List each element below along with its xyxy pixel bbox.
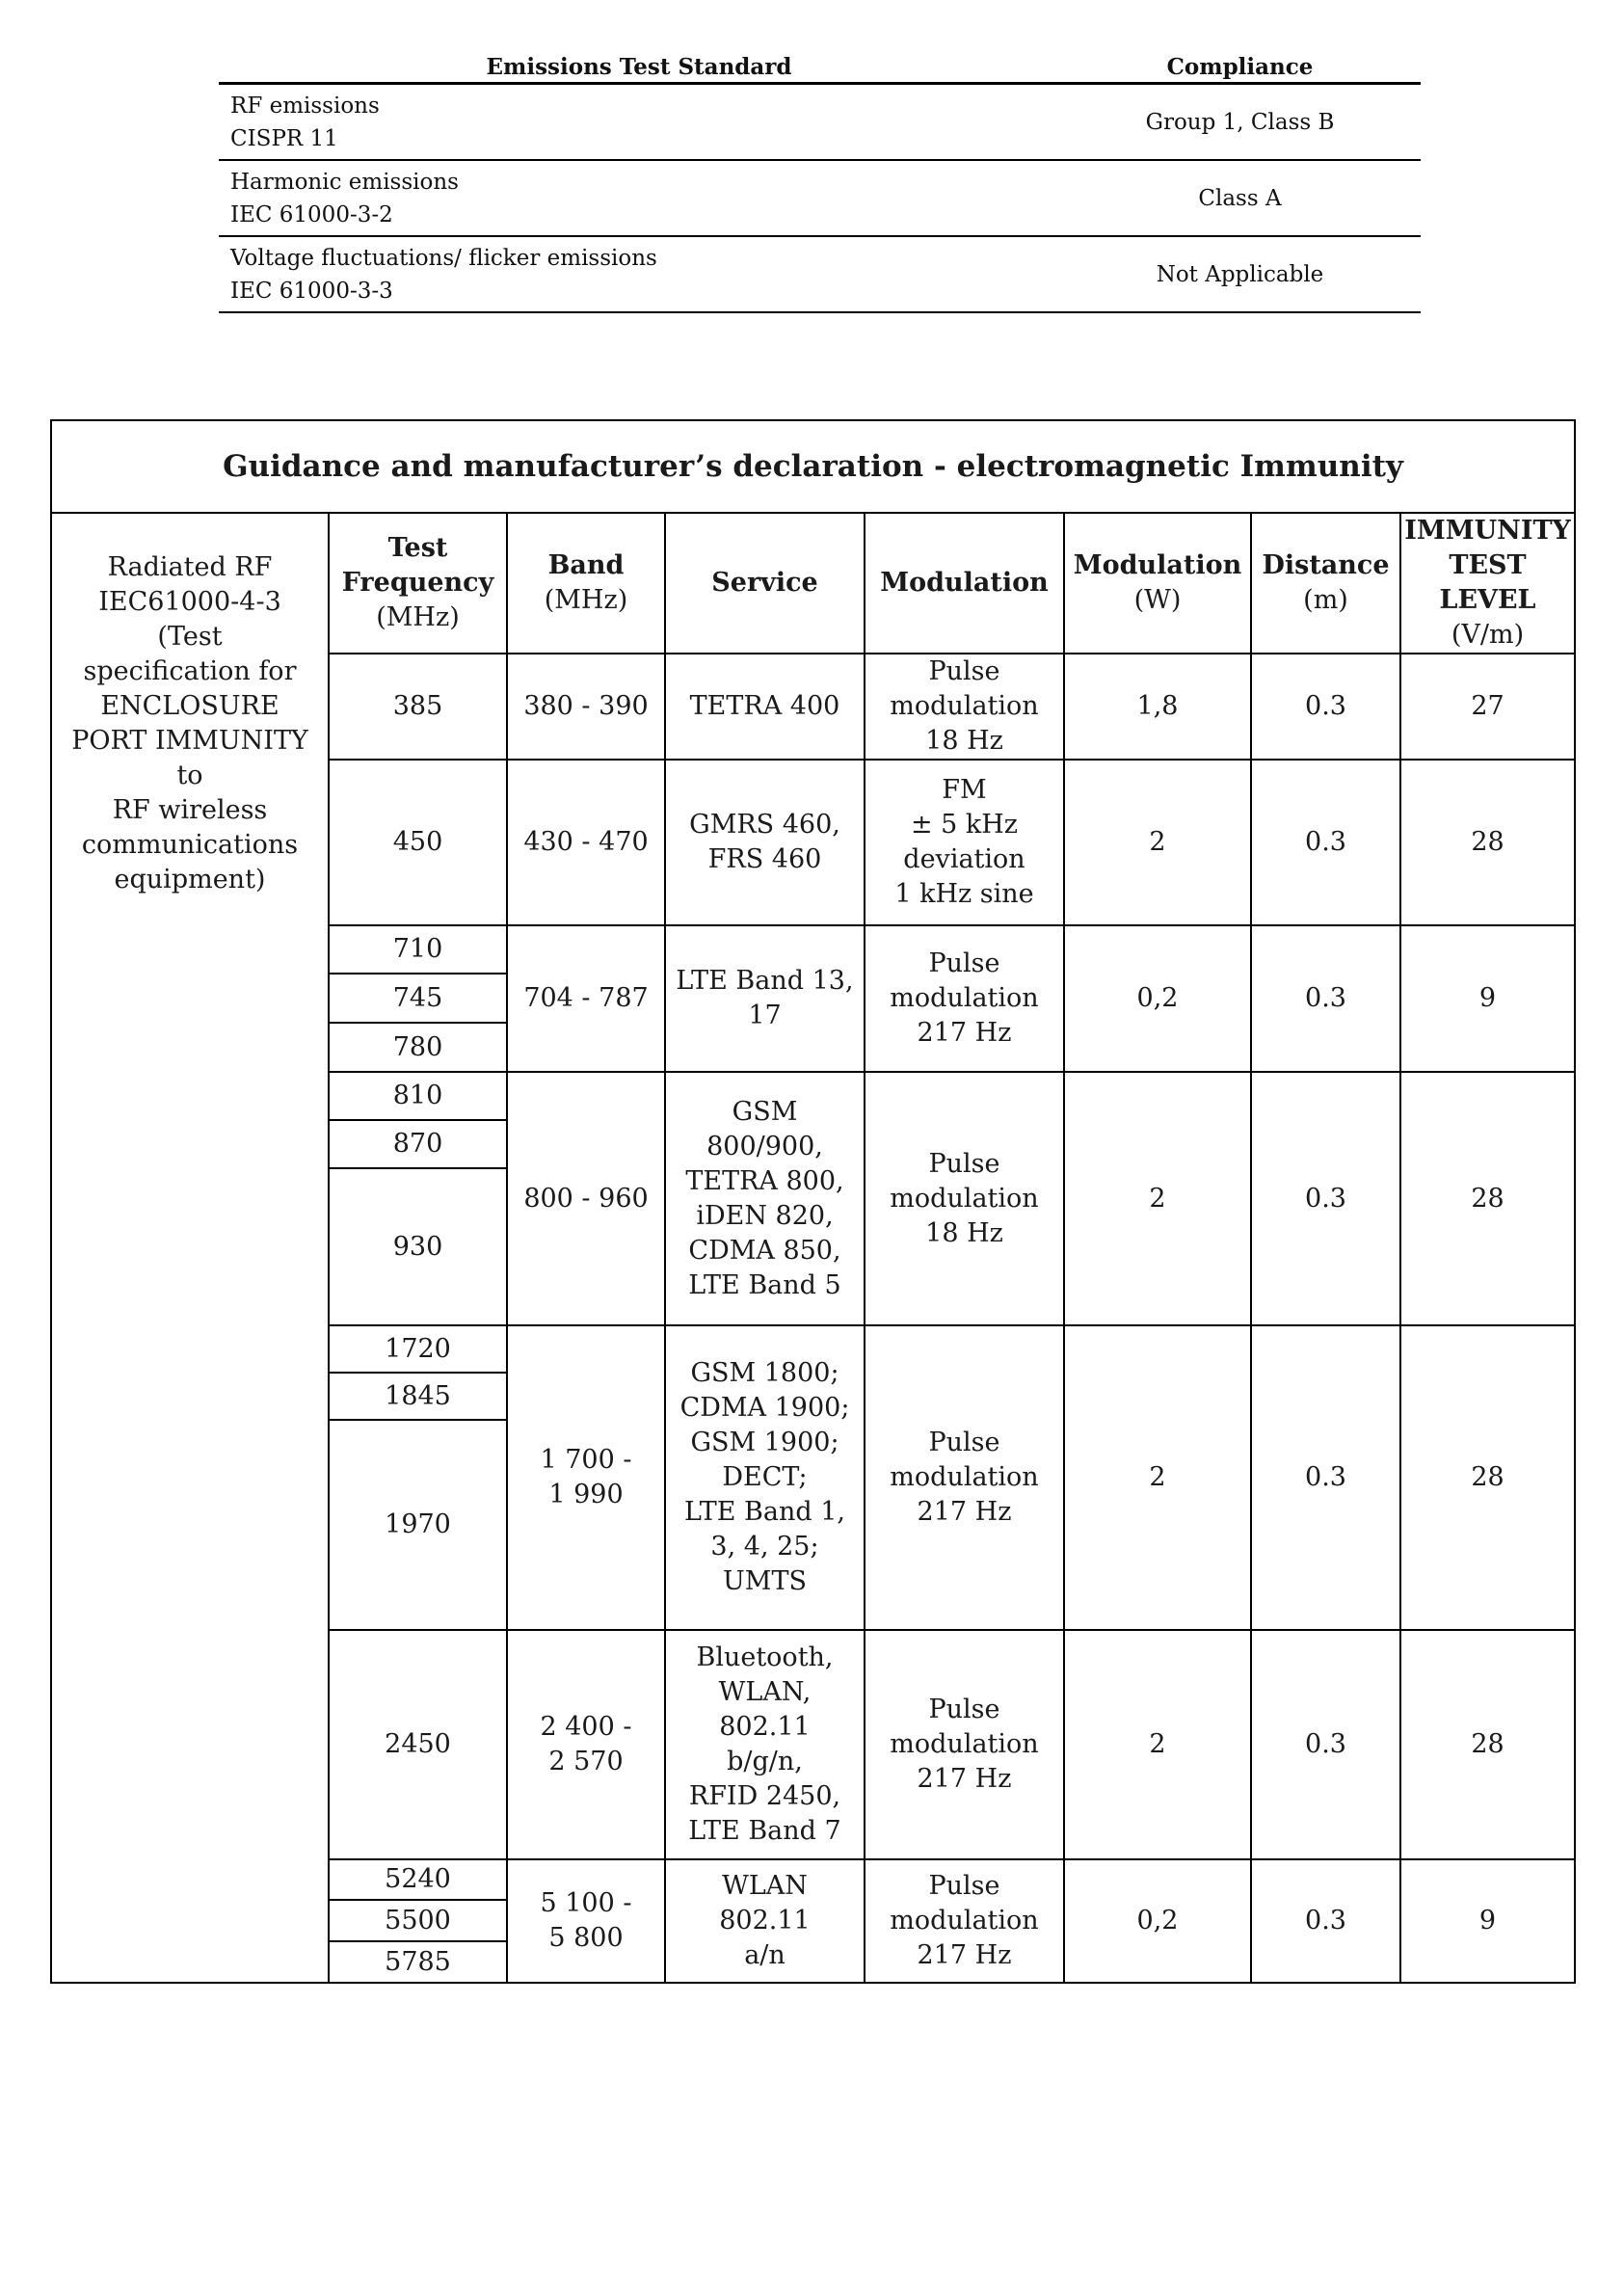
immunity-level-cell: 27 bbox=[1400, 654, 1575, 760]
modulation-line: ± 5 kHz bbox=[910, 810, 1019, 840]
emissions-compliance-cell: Not Applicable bbox=[1059, 236, 1421, 312]
modulation-line: Pulse bbox=[928, 656, 1000, 686]
service-line: WLAN bbox=[722, 1871, 808, 1901]
header-band bbox=[507, 513, 665, 654]
test-frequency-cell: 5500 bbox=[329, 1900, 507, 1941]
test-frequency-cell: 5240 bbox=[329, 1859, 507, 1900]
band-line: 430 - 470 bbox=[523, 827, 649, 857]
service-line: TETRA 800, bbox=[685, 1165, 844, 1196]
modulation-line: 217 Hz bbox=[917, 1018, 1012, 1048]
band-line: 2 570 bbox=[548, 1747, 624, 1776]
section-label-line: specification for bbox=[83, 656, 297, 686]
emissions-header-row bbox=[219, 48, 1421, 84]
immunity-table-container bbox=[50, 419, 1574, 1984]
section-label-line: communications bbox=[81, 830, 299, 860]
modulation-cell bbox=[865, 654, 1064, 760]
service-line: 17 bbox=[748, 1001, 782, 1030]
service-line: CDMA 1900; bbox=[679, 1393, 850, 1423]
test-frequency-cell: 810 bbox=[329, 1072, 507, 1120]
band-line: 1 990 bbox=[548, 1480, 624, 1509]
distance-cell: 0.3 bbox=[1251, 1325, 1400, 1630]
emissions-row bbox=[219, 160, 1421, 236]
modulation-cell bbox=[865, 760, 1064, 925]
modulation-line: 18 Hz bbox=[925, 1217, 1003, 1248]
service-line: GSM 1900; bbox=[690, 1428, 839, 1457]
service-line: WLAN, bbox=[718, 1677, 812, 1707]
test-frequency-cell: 1970 bbox=[329, 1420, 507, 1630]
band-cell bbox=[507, 1325, 665, 1630]
section-label-line: Radiated RF bbox=[107, 552, 273, 582]
service-line: Bluetooth, bbox=[696, 1642, 834, 1672]
service-line: TETRA 400 bbox=[689, 691, 840, 721]
service-line: GSM 1800; bbox=[690, 1358, 839, 1388]
emissions-standard-cell bbox=[219, 84, 1059, 161]
section-label-line: PORT IMMUNITY bbox=[71, 726, 308, 756]
band-line: 704 - 787 bbox=[523, 983, 649, 1013]
test-frequency-cell: 930 bbox=[329, 1168, 507, 1325]
emissions-row bbox=[219, 236, 1421, 312]
modulation-cell bbox=[865, 1630, 1064, 1859]
modulation-power-cell: 2 bbox=[1064, 1325, 1251, 1630]
band-cell bbox=[507, 925, 665, 1072]
emissions-test-standard: CISPR 11 bbox=[230, 125, 338, 151]
modulation-line: modulation bbox=[890, 983, 1039, 1013]
immunity-level-cell: 28 bbox=[1400, 1630, 1575, 1859]
emissions-test-name: RF emissions bbox=[230, 93, 380, 119]
header-unit: (V/m) bbox=[1451, 620, 1525, 650]
service-line: FRS 460 bbox=[707, 844, 822, 874]
modulation-line: modulation bbox=[890, 1906, 1039, 1936]
test-frequency-cell: 1720 bbox=[329, 1325, 507, 1373]
service-line: UMTS bbox=[723, 1566, 807, 1596]
band-line: 5 800 bbox=[548, 1923, 624, 1953]
service-line: LTE Band 13, bbox=[676, 966, 854, 996]
band-line: 800 - 960 bbox=[523, 1183, 649, 1214]
service-cell bbox=[665, 1859, 865, 1983]
test-frequency-cell: 780 bbox=[329, 1023, 507, 1072]
modulation-line: 217 Hz bbox=[917, 1940, 1012, 1970]
test-frequency-cell: 870 bbox=[329, 1120, 507, 1168]
modulation-power-cell: 2 bbox=[1064, 1630, 1251, 1859]
distance-cell: 0.3 bbox=[1251, 1859, 1400, 1983]
section-label-line: RF wireless bbox=[112, 795, 268, 825]
immunity-table bbox=[50, 419, 1576, 1984]
band-cell bbox=[507, 1859, 665, 1983]
distance-cell: 0.3 bbox=[1251, 1630, 1400, 1859]
service-cell bbox=[665, 1325, 865, 1630]
band-cell bbox=[507, 1072, 665, 1325]
modulation-cell bbox=[865, 925, 1064, 1072]
immunity-level-cell: 9 bbox=[1400, 1859, 1575, 1983]
modulation-cell bbox=[865, 1072, 1064, 1325]
modulation-line: 217 Hz bbox=[917, 1764, 1012, 1794]
test-frequency-cell: 745 bbox=[329, 974, 507, 1023]
modulation-line: modulation bbox=[890, 1462, 1039, 1492]
service-line: GMRS 460, bbox=[689, 810, 840, 840]
header-label-line: Band bbox=[547, 550, 625, 580]
service-line: 802.11 bbox=[719, 1906, 811, 1936]
band-line: 5 100 - bbox=[540, 1888, 632, 1918]
header-unit: (MHz) bbox=[376, 602, 460, 632]
distance-cell: 0.3 bbox=[1251, 1072, 1400, 1325]
service-line: LTE Band 1, bbox=[684, 1497, 845, 1527]
service-cell bbox=[665, 925, 865, 1072]
section-label-line: to bbox=[176, 761, 203, 790]
band-cell bbox=[507, 1630, 665, 1859]
test-frequency-cell: 450 bbox=[329, 760, 507, 925]
emissions-standard-cell bbox=[219, 160, 1059, 236]
band-cell bbox=[507, 760, 665, 925]
service-line: 802.11 bbox=[719, 1712, 811, 1742]
service-line: a/n bbox=[744, 1940, 785, 1970]
service-line: 800/900, bbox=[706, 1131, 823, 1161]
modulation-line: Pulse bbox=[928, 1148, 1000, 1179]
distance-cell: 0.3 bbox=[1251, 760, 1400, 925]
test-frequency-cell: 385 bbox=[329, 654, 507, 760]
service-line: CDMA 850, bbox=[688, 1235, 841, 1266]
modulation-line: modulation bbox=[890, 1183, 1039, 1214]
emissions-table-container bbox=[219, 48, 1421, 313]
emissions-header-compliance: Compliance bbox=[1059, 48, 1421, 84]
emissions-header-standard: Emissions Test Standard bbox=[219, 48, 1059, 84]
service-line: 3, 4, 25; bbox=[710, 1532, 819, 1562]
modulation-line: modulation bbox=[890, 1729, 1039, 1759]
modulation-power-cell: 2 bbox=[1064, 1072, 1251, 1325]
modulation-line: Pulse bbox=[928, 1695, 1000, 1724]
modulation-line: 18 Hz bbox=[925, 726, 1003, 756]
modulation-line: FM bbox=[942, 775, 987, 805]
header-label-line: Distance bbox=[1262, 550, 1390, 580]
section-label-line: (Test bbox=[157, 622, 223, 652]
header-level bbox=[1400, 513, 1575, 654]
service-cell bbox=[665, 654, 865, 760]
test-frequency-cell: 1845 bbox=[329, 1373, 507, 1420]
service-cell bbox=[665, 1630, 865, 1859]
header-unit: (m) bbox=[1303, 585, 1348, 615]
immunity-header-row bbox=[51, 513, 1575, 654]
service-line: DECT; bbox=[722, 1462, 808, 1492]
band-cell bbox=[507, 654, 665, 760]
emissions-test-standard: IEC 61000-3-2 bbox=[230, 201, 393, 227]
band-line: 380 - 390 bbox=[523, 691, 649, 721]
header-label-line: Frequency bbox=[341, 568, 494, 598]
header-unit: (MHz) bbox=[544, 585, 628, 615]
service-line: iDEN 820, bbox=[696, 1200, 834, 1231]
band-line: 2 400 - bbox=[540, 1712, 632, 1742]
immunity-title-row bbox=[51, 420, 1575, 513]
emissions-test-name: Voltage fluctuations/ flicker emissions bbox=[230, 245, 657, 271]
emissions-test-standard: IEC 61000-3-3 bbox=[230, 278, 393, 304]
header-label-line: Modulation bbox=[880, 568, 1049, 598]
header-distance bbox=[1251, 513, 1400, 654]
modulation-line: 217 Hz bbox=[917, 1497, 1012, 1527]
service-line: b/g/n, bbox=[727, 1747, 803, 1776]
header-label-line: TEST bbox=[1449, 550, 1527, 580]
immunity-level-cell: 9 bbox=[1400, 925, 1575, 1072]
immunity-section-label bbox=[51, 513, 329, 1983]
modulation-power-cell: 2 bbox=[1064, 760, 1251, 925]
modulation-line: Pulse bbox=[928, 1871, 1000, 1901]
service-cell bbox=[665, 760, 865, 925]
modulation-line: deviation bbox=[903, 844, 1025, 874]
section-label-line: equipment) bbox=[114, 865, 266, 894]
header-modulation-w bbox=[1064, 513, 1251, 654]
modulation-power-cell: 0,2 bbox=[1064, 925, 1251, 1072]
test-frequency-cell: 5785 bbox=[329, 1941, 507, 1983]
header-label-line: Service bbox=[711, 568, 818, 598]
distance-cell: 0.3 bbox=[1251, 925, 1400, 1072]
header-label-line: IMMUNITY bbox=[1404, 516, 1571, 546]
emissions-standard-cell bbox=[219, 236, 1059, 312]
test-frequency-cell: 710 bbox=[329, 925, 507, 974]
service-line: RFID 2450, bbox=[688, 1781, 841, 1811]
service-line: GSM bbox=[732, 1096, 798, 1127]
immunity-level-cell: 28 bbox=[1400, 760, 1575, 925]
emissions-test-name: Harmonic emissions bbox=[230, 169, 459, 195]
modulation-cell bbox=[865, 1325, 1064, 1630]
header-label-line: LEVEL bbox=[1439, 585, 1536, 615]
section-label-line: ENCLOSURE bbox=[100, 691, 280, 721]
band-line: 1 700 - bbox=[540, 1445, 632, 1475]
section-label-line: IEC61000-4-3 bbox=[98, 587, 281, 617]
header-unit: (W) bbox=[1133, 585, 1182, 615]
emissions-compliance-cell: Group 1, Class B bbox=[1059, 84, 1421, 161]
header-service bbox=[665, 513, 865, 654]
header-label-line: Test bbox=[387, 533, 448, 563]
header-label-line: Modulation bbox=[1073, 550, 1242, 580]
immunity-title: Guidance and manufacturer’s declaration - electromagnetic Immunity bbox=[51, 420, 1575, 513]
modulation-power-cell: 0,2 bbox=[1064, 1859, 1251, 1983]
immunity-level-cell: 28 bbox=[1400, 1325, 1575, 1630]
service-line: LTE Band 5 bbox=[688, 1269, 841, 1300]
test-frequency-cell: 2450 bbox=[329, 1630, 507, 1859]
modulation-line: 1 kHz sine bbox=[894, 879, 1034, 909]
service-line: LTE Band 7 bbox=[688, 1816, 841, 1846]
modulation-power-cell: 1,8 bbox=[1064, 654, 1251, 760]
service-cell bbox=[665, 1072, 865, 1325]
modulation-line: Pulse bbox=[928, 1428, 1000, 1457]
modulation-line: Pulse bbox=[928, 948, 1000, 978]
emissions-row bbox=[219, 84, 1421, 161]
emissions-table bbox=[219, 48, 1421, 313]
immunity-level-cell: 28 bbox=[1400, 1072, 1575, 1325]
header-test-frequency bbox=[329, 513, 507, 654]
header-modulation bbox=[865, 513, 1064, 654]
emissions-compliance-cell: Class A bbox=[1059, 160, 1421, 236]
modulation-cell bbox=[865, 1859, 1064, 1983]
distance-cell: 0.3 bbox=[1251, 654, 1400, 760]
modulation-line: modulation bbox=[890, 691, 1039, 721]
